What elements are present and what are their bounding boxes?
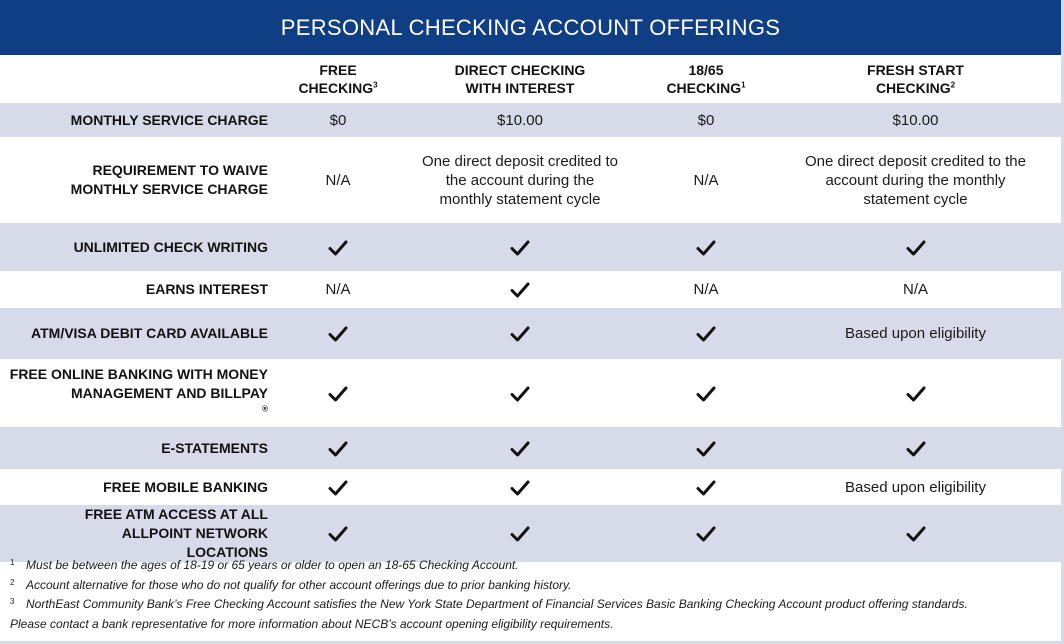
checkmark-icon [510,440,530,458]
cell-value: N/A [278,271,398,308]
cell-included [398,308,642,359]
cell-value: N/A [642,137,770,223]
checkmark-icon [510,525,530,543]
cell-value: One direct deposit credited to the account during the monthly statement cycle [398,137,642,223]
checkmark-icon [510,325,530,343]
title-bar [0,0,1061,55]
checkmark-icon [696,479,716,497]
row-label: FREE MOBILE BANKING [0,469,278,505]
checkmark-icon [328,325,348,343]
cell-value: N/A [642,271,770,308]
footnote-3: 3 NorthEast Community Bank’s Free Checking Account satisfies the New York State Department of Financial Services Basic Banking Checking Account product offering standards. [10,597,968,611]
footnote-2: 2 Account alternative for those who do not qualify for other account offerings due to prior banking history. [10,577,572,592]
cell-value: N/A [278,137,398,223]
cell-value: $10.00 [398,103,642,137]
row-label: UNLIMITED CHECK WRITING [0,223,278,271]
checkmark-icon [328,479,348,497]
table-row [0,359,1061,427]
cell-included [398,469,642,505]
checkmark-icon [328,385,348,403]
checkmark-icon [696,525,716,543]
table-row [0,223,1061,271]
checkmark-icon [328,239,348,257]
table-body [0,103,1061,562]
cell-included [770,427,1061,469]
checkmark-icon [328,525,348,543]
row-label: MONTHLY SERVICE CHARGE [0,103,278,137]
checkmark-icon [906,525,926,543]
cell-included [398,505,642,562]
column-header-fresh-start-checking: FRESH START CHECKING$^2$ [867,62,964,96]
row-label: FREE ONLINE BANKING WITH MONEY MANAGEMENT AND BILLPAY® [0,359,278,427]
cell-value: N/A [770,271,1061,308]
cell-included [770,505,1061,562]
footnote-contact: Please contact a bank representative for more information about NECB’s account opening eligibility requirements. [10,616,614,631]
cell-included [642,359,770,427]
cell-value: Based upon eligibility [770,469,1061,505]
cell-included [642,469,770,505]
cell-included [398,223,642,271]
table-row [0,137,1061,223]
page-title: PERSONAL CHECKING ACCOUNT OFFERINGS [280,14,781,40]
checkmark-icon [906,385,926,403]
row-label: EARNS INTEREST [0,271,278,308]
checkmark-icon [696,440,716,458]
cell-included [398,271,642,308]
cell-included [278,427,398,469]
row-label: E-STATEMENTS [0,427,278,469]
checkmark-icon [906,239,926,257]
row-label: REQUIREMENT TO WAIVE MONTHLY SERVICE CHARGE [0,137,278,223]
cell-value: $0 [278,103,398,137]
header-corner [0,55,278,103]
footnote-1: 1 Must be between the ages of 18-19 or 65 years or older to open an 18-65 Checking Account. [10,558,519,572]
cell-value: One direct deposit credited to the account during the monthly statement cycle [770,137,1061,223]
cell-included [770,359,1061,427]
offerings-table [0,55,1061,562]
cell-included [642,505,770,562]
cell-included [278,469,398,505]
cell-included [398,359,642,427]
cell-included [642,308,770,359]
cell-included [770,223,1061,271]
table-row [0,469,1061,505]
checkmark-icon [510,479,530,497]
table-row [0,308,1061,359]
cell-included [278,223,398,271]
row-label: FREE ATM ACCESS AT ALL ALLPOINT NETWORK LOCATIONS [0,505,278,562]
checkmark-icon [328,440,348,458]
checkmark-icon [510,281,530,299]
checkmark-icon [696,325,716,343]
cell-included [642,427,770,469]
column-header-18-65-checking: 18/65 CHECKING$^1$ [666,62,746,96]
checkmark-icon [510,239,530,257]
table-row [0,271,1061,308]
column-header-direct-checking: DIRECT CHECKING WITH INTEREST [454,62,586,96]
cell-included [278,359,398,427]
cell-value: $10.00 [770,103,1061,137]
checkmark-icon [510,385,530,403]
footnotes [10,556,1050,634]
cell-value: Based upon eligibility [770,308,1061,359]
table-row [0,505,1061,562]
row-label: ATM/VISA DEBIT CARD AVAILABLE [0,308,278,359]
cell-included [642,223,770,271]
checkmark-icon [906,440,926,458]
table-row [0,427,1061,469]
cell-included [398,427,642,469]
header-row [0,55,1061,103]
cell-included [278,308,398,359]
column-header-free-checking: FREE CHECKING$^3$ [298,62,378,96]
table-row [0,103,1061,137]
cell-value: $0 [642,103,770,137]
cell-included [278,505,398,562]
checkmark-icon [696,239,716,257]
checkmark-icon [696,385,716,403]
